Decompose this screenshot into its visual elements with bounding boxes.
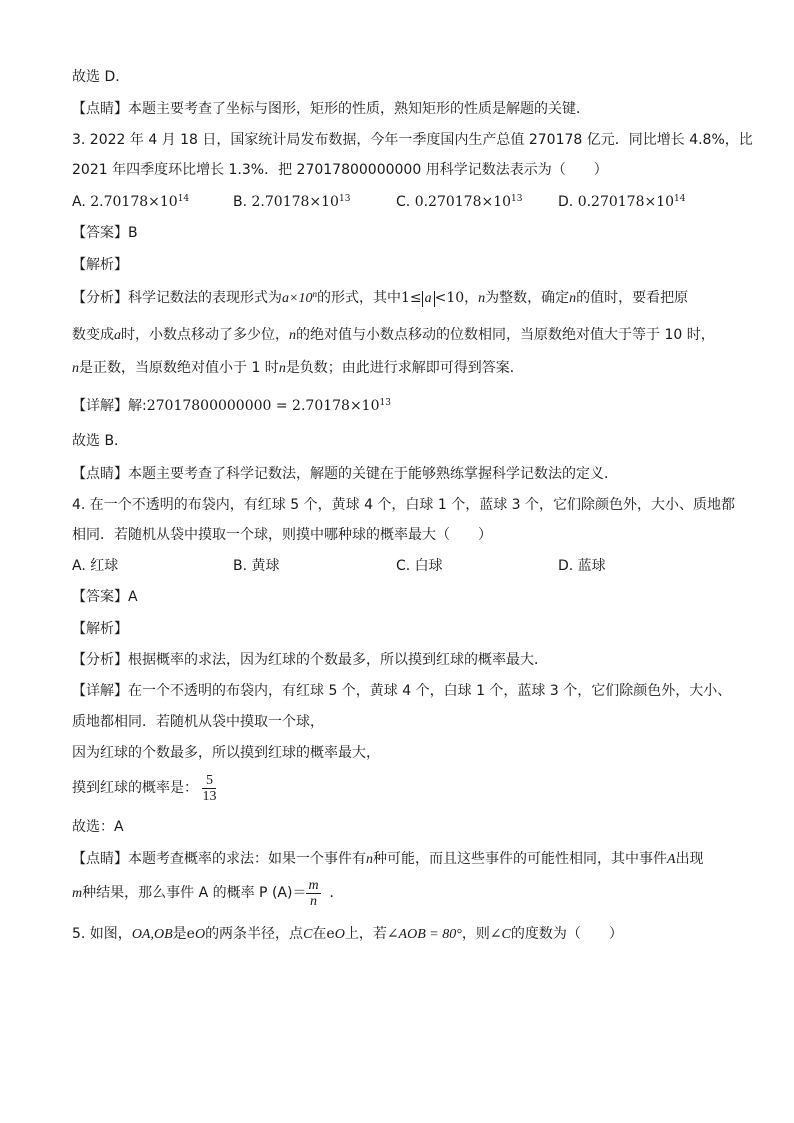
q4-detail-line-1: 【详解】在一个不透明的布袋内，有红球 5 个，黄球 4 个，白球 1 个，蓝球 3 个，它们除颜色外，大小、 <box>72 683 732 699</box>
question-4-line-2: 相同．若随机从袋中摸取一个球，则摸中哪种球的概率最大（ ） <box>72 527 492 543</box>
q4-option-c[interactable]: C. 白球 <box>396 558 443 574</box>
comment-line: 【点睛】本题主要考查了坐标与图形，矩形的性质，熟知矩形的性质是解题的关键． <box>72 101 590 117</box>
q4-analysis-heading: 【解析】 <box>72 621 128 637</box>
q4-analysis: 【分析】根据概率的求法，因为红球的个数最多，所以摸到红球的概率最大． <box>72 652 548 668</box>
q4-answer: 【答案】A <box>72 589 138 605</box>
q3-comment: 【点睛】本题主要考查了科学记数法，解题的关键在于能够熟练掌握科学记数法的定义． <box>72 466 618 482</box>
q3-select: 故选 B． <box>72 433 129 449</box>
q3-option-c[interactable]: C. $0.270178\times 10^{13}$ <box>396 194 523 210</box>
q4-detail-line-4: 摸到红球的概率是： $\frac{5}{13}$ <box>72 772 217 804</box>
q3-analysis-line-2: 数变成a时，小数点移动了多少位，n的绝对值与小数点移动的位数相同，当原数绝对值大于等于 10 时， <box>72 327 715 343</box>
q3-option-b[interactable]: B. $2.70178\times 10^{13}$ <box>233 194 351 210</box>
q3-option-a[interactable]: A. $2.70178\times 10^{14}$ <box>72 194 190 210</box>
q4-option-d[interactable]: D. 蓝球 <box>558 558 606 574</box>
q4-detail-line-2: 质地都相同．若随机从袋中摸取一个球， <box>72 714 324 730</box>
q3-analysis-heading: 【解析】 <box>72 257 128 273</box>
q4-option-a[interactable]: A. 红球 <box>72 558 119 574</box>
q4-detail-line-3: 因为红球的个数最多，所以摸到红球的概率最大， <box>72 745 380 761</box>
question-5: 5. 如图，OA,OB是eO的两条半径，点C在eO上，若∠AOB = 80°，则∠C的度数为（ ） <box>72 926 623 942</box>
q4-comment-line-2: m种结果，那么事件 A 的概率 P (A)＝ $\frac{m}{n}$ ． <box>72 877 344 909</box>
conclusion-line: 故选 D． <box>72 69 130 85</box>
probability-formula-fraction: $\frac{m}{n}$ <box>308 877 319 909</box>
q3-option-d[interactable]: D. $0.270178\times 10^{14}$ <box>558 194 686 210</box>
q3-analysis-line-1: 【分析】科学记数法的表现形式为$a\times 10^n$的形式，其中1≤ a <10，n为整数，确定n的值时，要看把原 <box>72 289 689 306</box>
probability-fraction: $\frac{5}{13}$ <box>202 772 217 804</box>
q3-analysis-line-3: n是正数，当原数绝对值小于 1 时n是负数；由此进行求解即可得到答案． <box>72 360 524 376</box>
q4-select: 故选：A <box>72 819 124 835</box>
q3-detail: 【详解】解:27017800000000 = $2.70178\times 10^{13}$ <box>72 398 391 414</box>
q4-comment-line-1: 【点睛】本题考查概率的求法：如果一个事件有n种可能，而且这些事件的可能性相同，其中事件A出现 <box>72 851 704 867</box>
question-3-line-2: 2021 年四季度环比增长 1.3%．把 27017800000000 用科学记数法表示为（ ） <box>72 162 608 178</box>
q3-answer: 【答案】B <box>72 225 138 241</box>
question-4-line-1: 4. 在一个不透明的布袋内，有红球 5 个，黄球 4 个，白球 1 个，蓝球 3 个，它们除颜色外，大小、质地都 <box>72 497 736 513</box>
question-3-line-1: 3. 2022 年 4 月 18 日，国家统计局发布数据，今年一季度国内生产总值 270178 亿元．同比增长 4.8%，比 <box>72 132 753 148</box>
q4-option-b[interactable]: B. 黄球 <box>233 558 280 574</box>
